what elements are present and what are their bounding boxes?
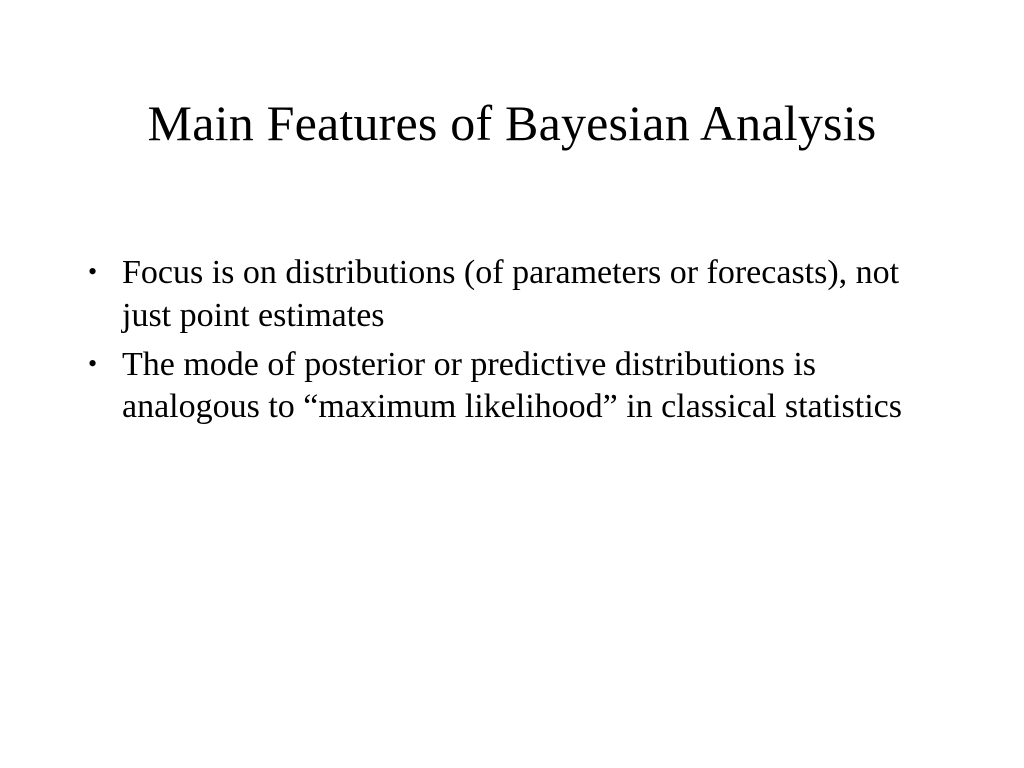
page-title: Main Features of Bayesian Analysis [147,94,877,151]
list-item-text: Focus is on distributions (of parameters or forecasts), not just point estimates [122,254,900,334]
list-item-text: The mode of posterior or predictive distributions is analogous to “maximum likelihood” in classical statistics [122,345,902,426]
bullet-point-icon: • [88,348,98,378]
bullet-point-icon: • [88,257,98,286]
bullet-list [84,252,944,435]
list-item [84,252,944,338]
list-item [84,344,944,430]
